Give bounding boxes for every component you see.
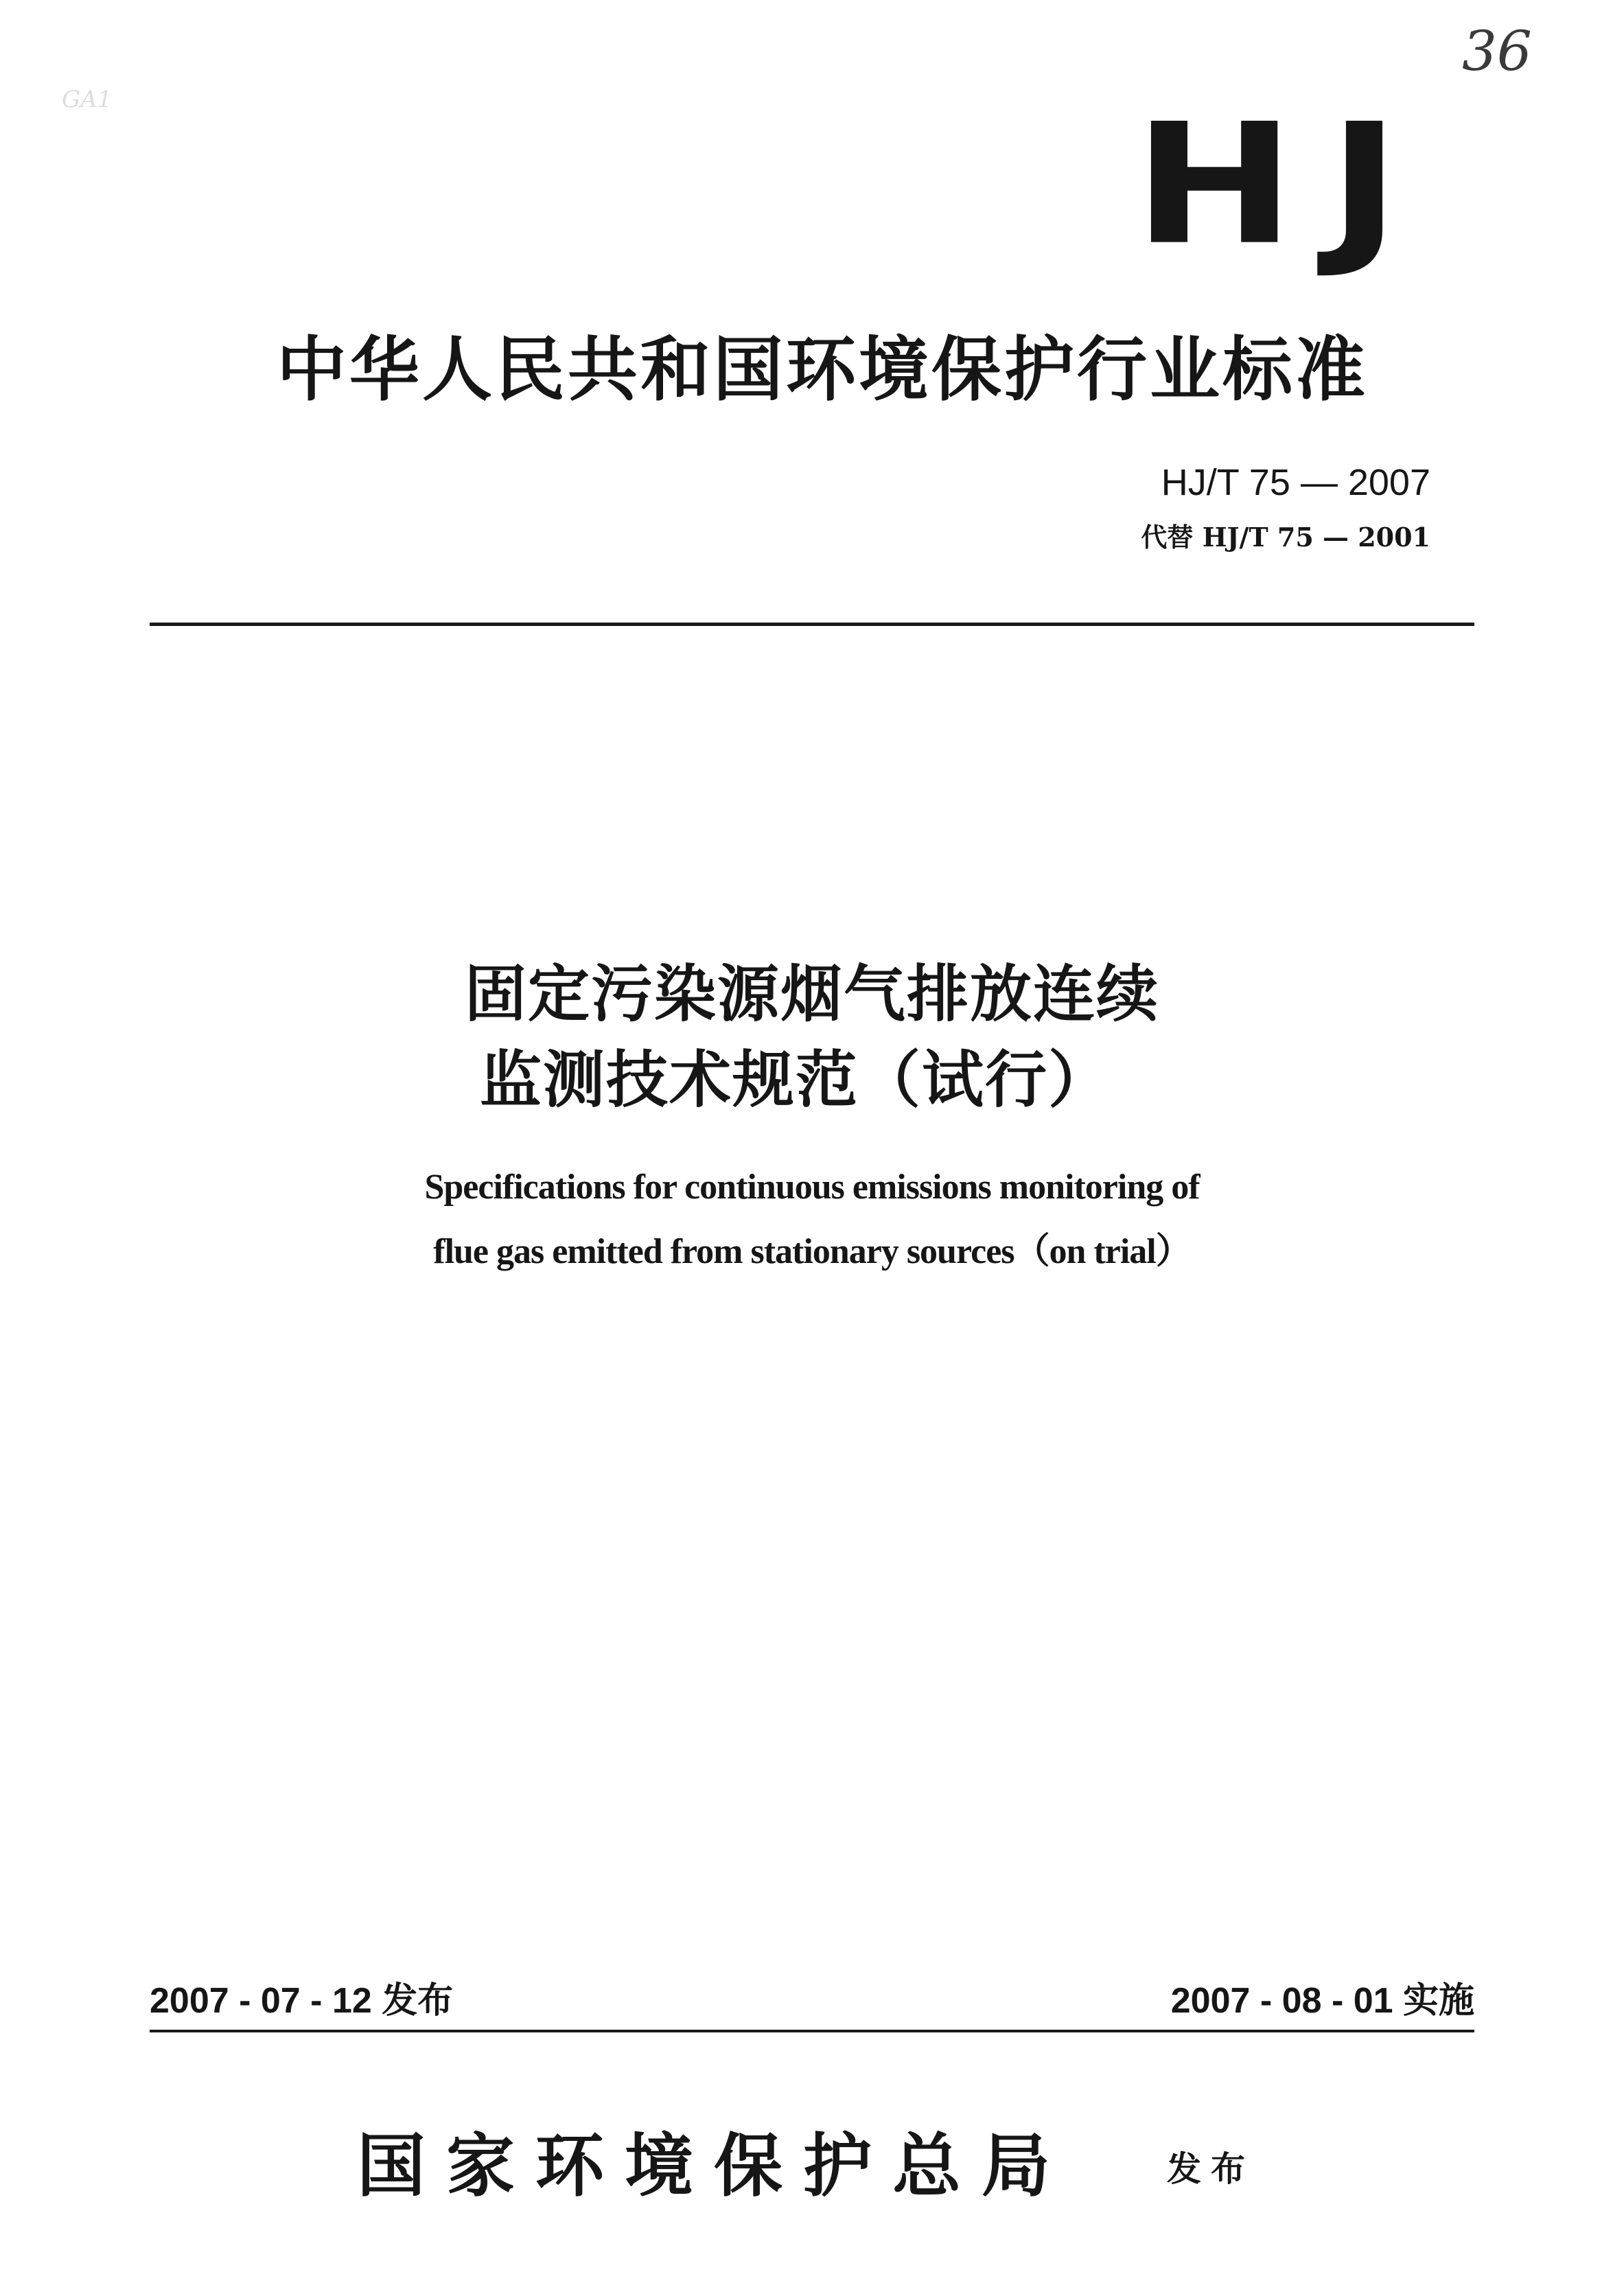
replaces-standard: 代替 HJ/T 75 — 2001 [1141, 522, 1430, 553]
top-divider [150, 623, 1474, 626]
faint-stamp-mark: GA1 [62, 86, 113, 113]
bottom-divider [150, 2030, 1474, 2032]
issue-date: 2007 - 07 - 12 发布 [150, 1981, 454, 2021]
effective-date: 2007 - 08 - 01 实施 [1170, 1981, 1474, 2021]
title-en-line1: Specifications for continuous emissions monitoring of [424, 1168, 1200, 1207]
title-zh-line2: 监测技术规范（试行） [480, 1044, 1111, 1116]
title-zh-line1: 固定污染源烟气排放连续 [465, 958, 1159, 1030]
publish-label: 发布 [1167, 2148, 1255, 2189]
standard-number: HJ/T 75 — 2007 [1161, 462, 1430, 503]
handwritten-page-number: 36 [1462, 19, 1532, 83]
publisher-name: 国家环境保护总局 [357, 2125, 1071, 2206]
hj-logo: HJ [1133, 87, 1433, 282]
organization-title: 中华人民共和国环境保护行业标准 [277, 329, 1368, 411]
title-en-line2: flue gas emitted from stationary sources（on trial） [433, 1232, 1191, 1271]
